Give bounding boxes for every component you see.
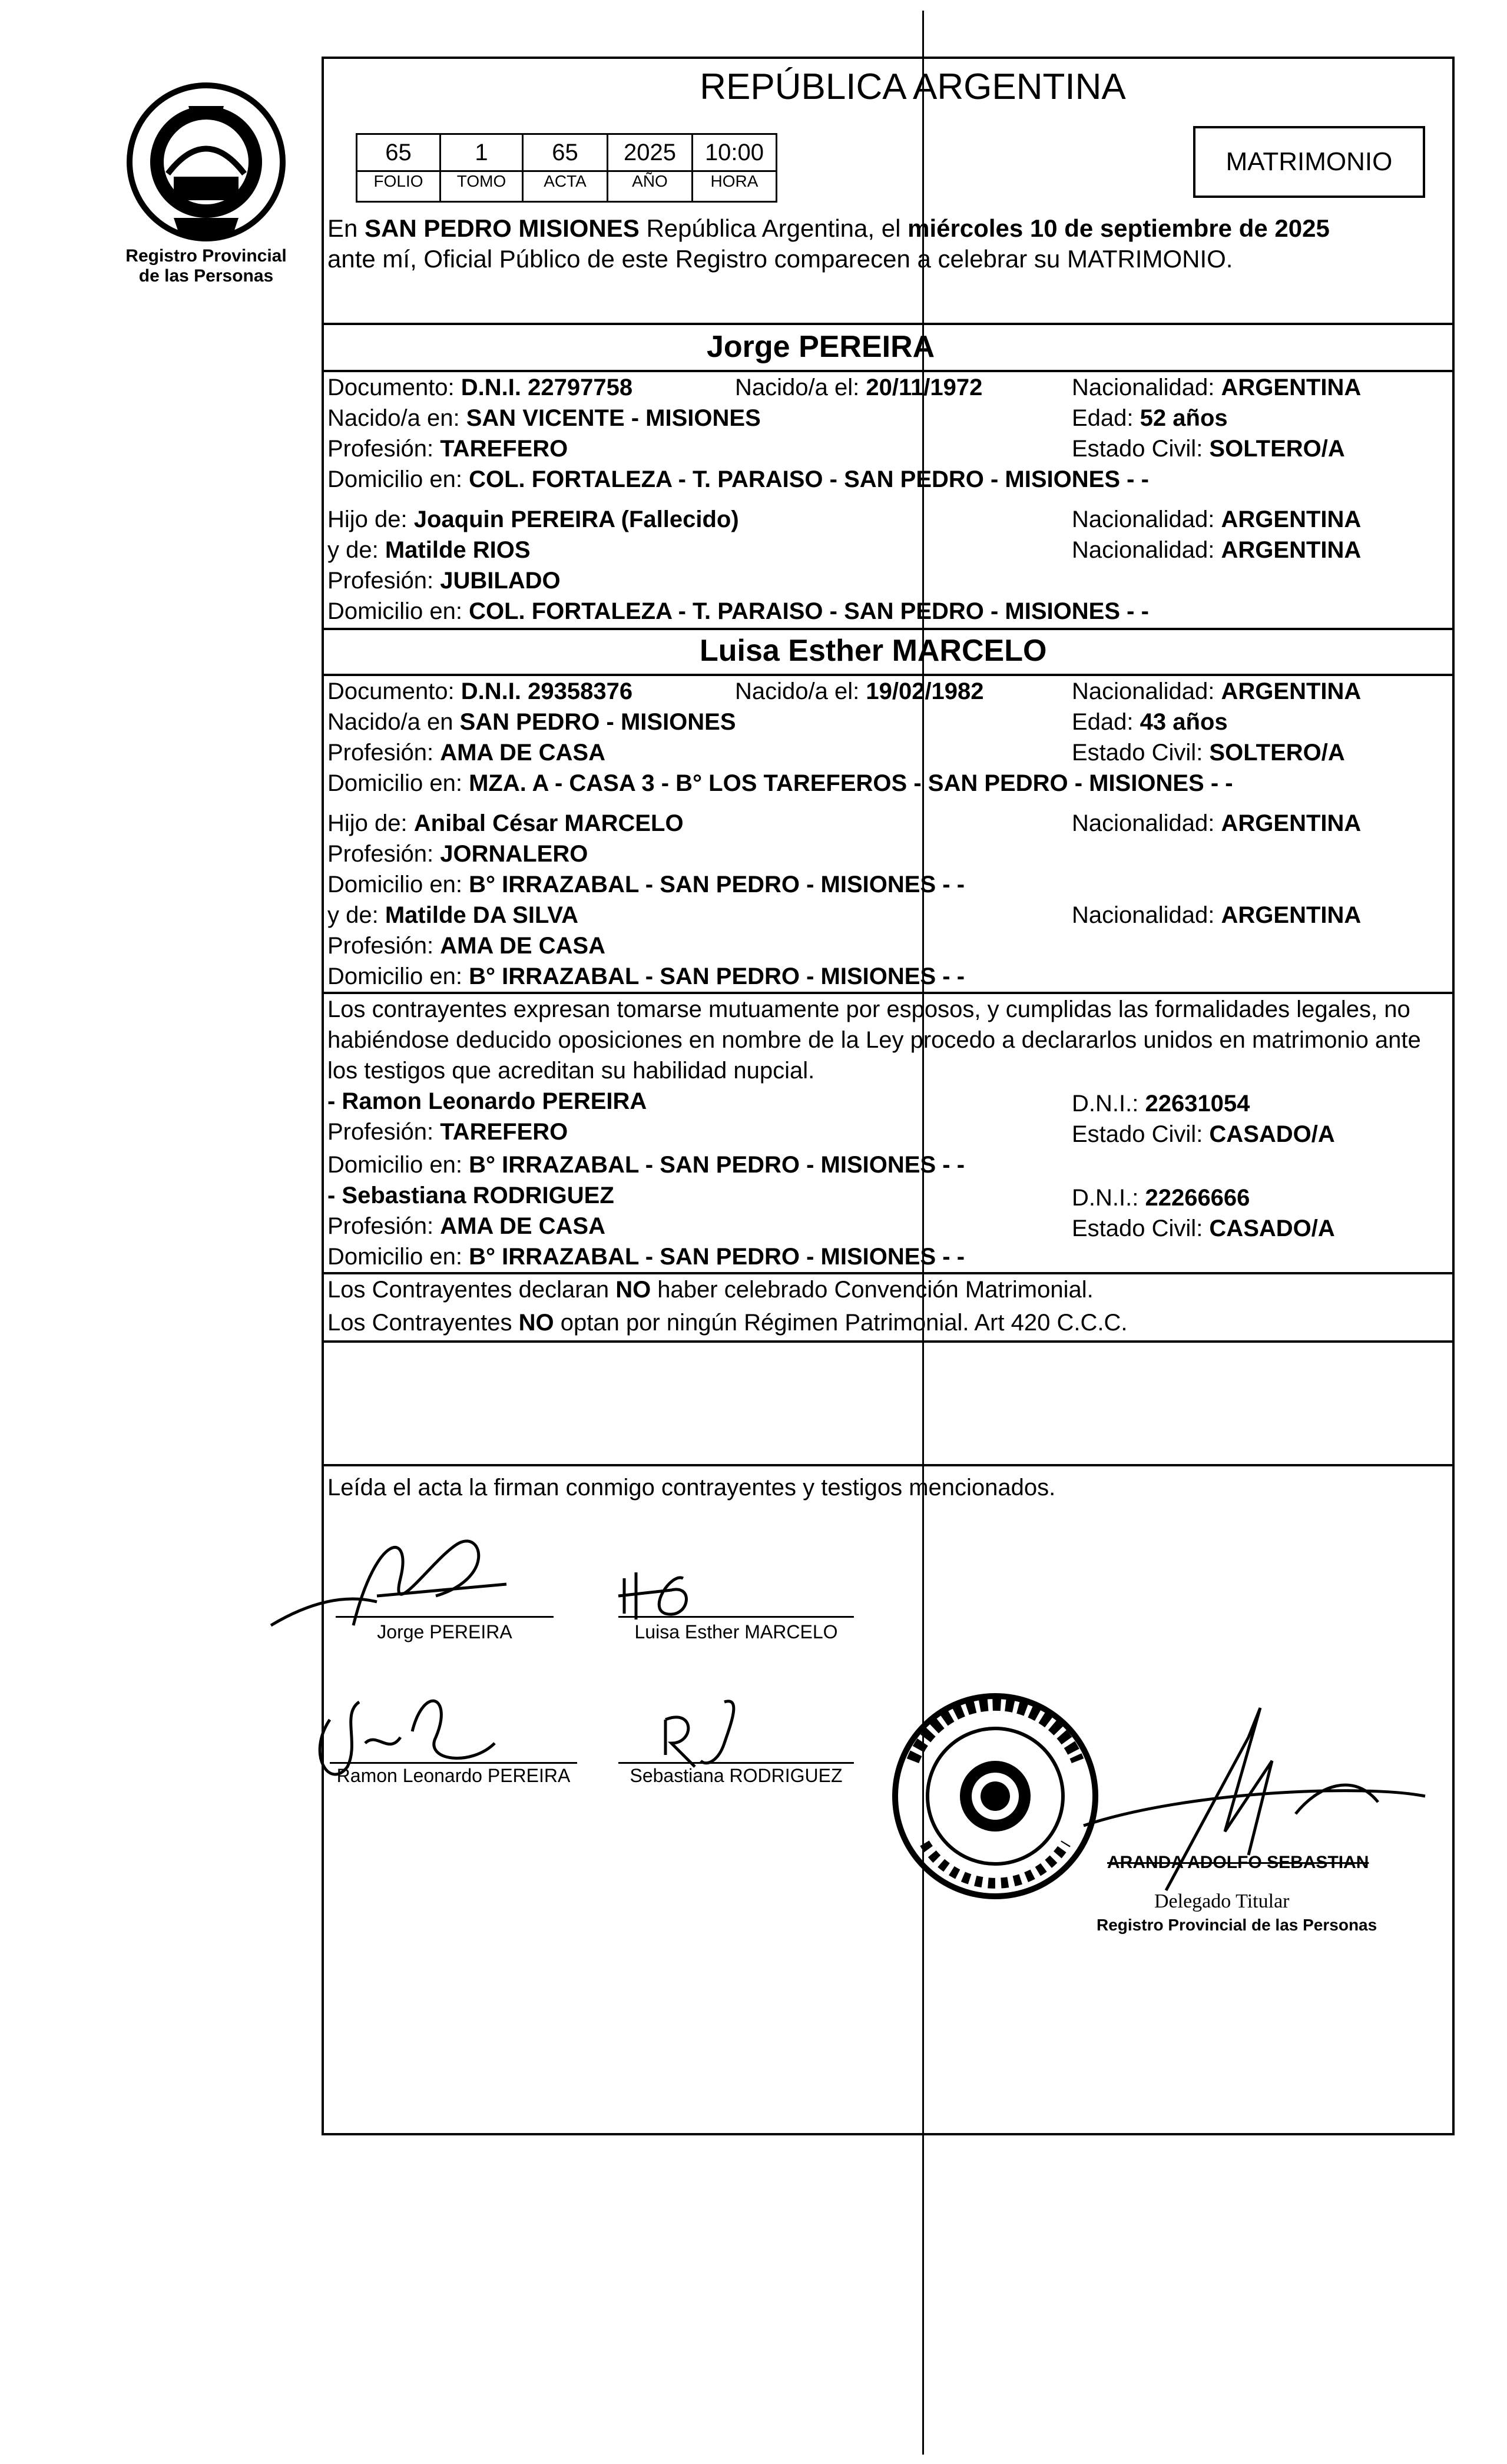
groom-prof-label: Profesión: [327,436,440,462]
groom-doc [327,372,632,403]
record-folio [356,133,441,203]
groom-doc-label: Documento: [327,375,461,400]
declaration-line3: los testigos que acreditan su habilidad nupcial. [327,1058,815,1084]
declaration-line1: Los contrayentes expresan tomarse mutuamente por esposos, y cumplidas las formalidades legales, no [327,996,1410,1022]
doc-type-box [1193,126,1425,198]
logo-caption-line2: de las Personas [138,266,274,286]
witness2-civil-label: Estado Civil: [1072,1216,1210,1241]
groom-name-last: PEREIRA [799,330,935,364]
logo-caption-line1: Registro Provincial [125,246,287,266]
bride-father-addr [327,869,965,900]
bride-father-prof-label: Profesión: [327,841,440,867]
record-tomo-value: 1 [475,140,488,165]
record-folio-caption: FOLIO [357,170,439,191]
record-acta [522,133,608,203]
bride-signature-name: Luisa Esther MARCELO [634,1621,838,1642]
bride-mother [327,900,578,930]
record-hora-caption: HORA [693,170,776,191]
groom-born [735,372,982,403]
bride-doc-label: Documento: [327,678,461,704]
groom-parents-prof [327,565,561,596]
bride-signature-line [618,1616,854,1618]
groom-signature-name: Jorge PEREIRA [377,1621,512,1642]
groom-father-nat-value: ARGENTINA [1221,506,1362,532]
regime-l1a: Los Contrayentes declaran [327,1277,616,1303]
groom-age-label: Edad: [1072,405,1140,431]
bride-born-label: Nacido/a el: [735,678,866,704]
witness2-signature [665,1701,734,1767]
witness2-prof [327,1211,605,1241]
groom-mother-nat-label: Nacionalidad: [1072,537,1221,563]
bride-nat-label: Nacionalidad: [1072,678,1221,704]
closing-text: Leída el acta la firman conmigo contrayentes y testigos mencionados. [327,1475,1056,1501]
groom-signature-line [336,1616,554,1618]
witness2-addr-value: B° IRRAZABAL - SAN PEDRO - MISIONES - - [469,1244,965,1270]
witness1-dni-value: 22631054 [1145,1091,1250,1117]
groom-prof-value: TAREFERO [440,436,568,462]
bride-mother-prof [327,930,605,961]
country-title: REPÚBLICA ARGENTINA [700,67,1126,107]
regime-line1 [327,1274,1094,1305]
bride-father-nat [1072,808,1361,839]
bride-father-prof [327,839,588,869]
bride-father-nat-label: Nacionalidad: [1072,810,1221,836]
bride-birthplace [327,707,736,737]
rule-bride-top [322,628,1455,630]
witness1-addr-label: Domicilio en: [327,1152,469,1178]
groom-father-value: Joaquin PEREIRA (Fallecido) [413,506,739,532]
groom-doc-value: D.N.I. 22797758 [461,375,633,400]
rule-regime-bottom [322,1340,1455,1343]
groom-parents-prof-value: JUBILADO [440,568,561,594]
bride-father-prof-value: JORNALERO [440,841,588,867]
witness1-prof [327,1117,568,1147]
groom-signature [271,1541,506,1625]
witness1-name: - Ramon Leonardo PEREIRA [327,1088,647,1114]
intro-p2: República Argentina, el [639,214,908,242]
bride-birthplace-value: SAN PEDRO - MISIONES [459,709,736,735]
bride-mother-nat-value: ARGENTINA [1221,902,1362,928]
groom-addr [327,464,1149,495]
witness2-prof-label: Profesión: [327,1213,440,1239]
witness1-addr [327,1150,965,1180]
witness1-civil-label: Estado Civil: [1072,1121,1210,1147]
groom-father-nat-label: Nacionalidad: [1072,506,1221,532]
witness2-name: - Sebastiana RODRIGUEZ [327,1183,614,1208]
groom-civil-value: SOLTERO/A [1209,436,1345,462]
groom-parents-addr [327,596,1149,627]
witness2-addr [327,1241,965,1272]
bride-signature [618,1572,686,1620]
official-title: Delegado Titular [1154,1890,1290,1912]
witness1-signature-name: Ramon Leonardo PEREIRA [336,1765,571,1786]
regime-line2 [327,1307,1128,1338]
bride-addr-value: MZA. A - CASA 3 - B° LOS TAREFEROS - SAN PEDRO - MISIONES - - [469,770,1233,796]
record-table [356,133,777,203]
official-name: ARANDA ADOLFO SEBASTIAN [1107,1853,1369,1872]
record-ano-caption: AÑO [608,170,691,191]
bride-mother-addr [327,961,965,992]
groom-parents-addr-value: COL. FORTALEZA - T. PARAISO - SAN PEDRO - MISIONES - - [469,598,1149,624]
witness1-signature-line [330,1762,577,1764]
witness1-dni-label: D.N.I.: [1072,1091,1145,1117]
groom-mother [327,535,531,565]
witness2-civil [1072,1213,1335,1244]
groom-civil [1072,433,1345,464]
groom-civil-label: Estado Civil: [1072,436,1210,462]
groom-born-label: Nacido/a el: [735,375,866,400]
witness1-prof-label: Profesión: [327,1119,440,1145]
provincial-logo [118,71,294,253]
witness2-signature-name: Sebastiana RODRIGUEZ [630,1765,843,1786]
bride-civil [1072,737,1345,768]
bride-civil-label: Estado Civil: [1072,740,1210,766]
bride-father [327,808,684,839]
bride-father-addr-value: B° IRRAZABAL - SAN PEDRO - MISIONES - - [469,872,965,897]
regime-l2c: optan por ningún Régimen Patrimonial. Art 420 C.C.C. [554,1310,1128,1336]
record-folio-value: 65 [385,140,412,165]
witness2-civil-value: CASADO/A [1209,1216,1335,1241]
groom-birthplace [327,403,761,433]
bride-name-last: MARCELO [892,634,1047,668]
bride-father-label: Hijo de: [327,810,414,836]
bride-age-value: 43 años [1140,709,1228,735]
bride-mother-addr-label: Domicilio en: [327,963,469,989]
bride-mother-prof-value: AMA DE CASA [440,933,605,959]
record-acta-value: 65 [552,140,578,165]
record-hora [691,133,777,203]
bride-addr [327,768,1233,799]
witness2-dni-label: D.N.I.: [1072,1185,1145,1211]
intro-line2: ante mí, Oficial Público de este Registro comparecen a celebrar su MATRIMONIO. [327,245,1233,273]
groom-nat-value: ARGENTINA [1221,375,1362,400]
bride-mother-label: y de: [327,902,385,928]
bride-name [700,632,1046,669]
bride-mother-prof-label: Profesión: [327,933,440,959]
bride-prof [327,737,605,768]
groom-mother-nat [1072,535,1361,565]
record-hora-value: 10:00 [704,140,764,165]
rule-closing-top [322,1464,1455,1466]
record-acta-caption: ACTA [524,170,607,191]
groom-addr-value: COL. FORTALEZA - T. PARAISO - SAN PEDRO - MISIONES - - [469,466,1149,492]
bride-addr-label: Domicilio en: [327,770,469,796]
record-ano [607,133,693,203]
official-office: Registro Provincial de las Personas [1097,1916,1377,1934]
declaration-line2: habiéndose deducido oposiciones en nombre de la Ley procedo a declararlos unidos en matrimonio ante [327,1027,1421,1053]
record-tomo [439,133,524,203]
groom-father [327,504,739,535]
intro-line1 [327,213,1330,244]
bride-name-first: Luisa Esther [700,634,892,668]
groom-name [707,329,935,365]
witness2-addr-label: Domicilio en: [327,1244,469,1270]
bride-doc [327,676,632,707]
signatures-layer [259,1508,907,1802]
groom-age-value: 52 años [1140,405,1228,431]
bride-mother-addr-value: B° IRRAZABAL - SAN PEDRO - MISIONES - - [469,963,965,989]
record-tomo-caption: TOMO [441,170,522,191]
bride-civil-value: SOLTERO/A [1209,740,1345,766]
witness1-civil [1072,1119,1335,1150]
witness2-dni [1072,1183,1250,1213]
groom-father-nat [1072,504,1361,535]
witness1-civil-value: CASADO/A [1209,1121,1335,1147]
groom-addr-label: Domicilio en: [327,466,469,492]
intro-place: SAN PEDRO MISIONES [365,214,640,242]
witness2-prof-value: AMA DE CASA [440,1213,605,1239]
witness1-dni [1072,1088,1250,1119]
witness1-addr-value: B° IRRAZABAL - SAN PEDRO - MISIONES - - [469,1152,965,1178]
bride-prof-label: Profesión: [327,740,440,766]
witness2-dni-value: 22266666 [1145,1185,1250,1211]
groom-mother-value: Matilde RIOS [385,537,531,563]
groom-mother-nat-value: ARGENTINA [1221,537,1362,563]
regime-l1c: haber celebrado Convención Matrimonial. [651,1277,1094,1303]
bride-nat-value: ARGENTINA [1221,678,1362,704]
bride-father-nat-value: ARGENTINA [1221,810,1362,836]
groom-parents-addr-label: Domicilio en: [327,598,469,624]
intro-date: miércoles 10 de septiembre de 2025 [907,214,1330,242]
bride-born [735,676,984,707]
bride-nat [1072,676,1361,707]
bride-born-value: 19/02/1982 [866,678,984,704]
rule-groom-top [322,323,1455,325]
groom-father-label: Hijo de: [327,506,414,532]
doc-type: MATRIMONIO [1226,147,1393,176]
record-ano-value: 2025 [624,140,676,165]
bride-mother-value: Matilde DA SILVA [385,902,579,928]
groom-name-first: Jorge [707,330,799,364]
intro-p1: En [327,214,365,242]
witness2-signature-line [618,1762,854,1764]
bride-mother-nat [1072,900,1361,930]
regime-l1b: NO [615,1277,651,1303]
groom-birthplace-value: SAN VICENTE - MISIONES [466,405,761,431]
bride-father-value: Anibal César MARCELO [413,810,684,836]
bride-father-addr-label: Domicilio en: [327,872,469,897]
regime-l2a: Los Contrayentes [327,1310,519,1336]
official-seal [889,1690,1101,1902]
bride-mother-nat-label: Nacionalidad: [1072,902,1221,928]
bride-prof-value: AMA DE CASA [440,740,605,766]
groom-nat-label: Nacionalidad: [1072,375,1221,400]
groom-mother-label: y de: [327,537,385,563]
bride-doc-value: D.N.I. 29358376 [461,678,633,704]
groom-age [1072,403,1228,433]
bride-birthplace-label: Nacido/a en [327,709,460,735]
bride-age-label: Edad: [1072,709,1140,735]
groom-birthplace-label: Nacido/a en: [327,405,466,431]
groom-prof [327,433,568,464]
regime-l2b: NO [518,1310,554,1336]
bride-age [1072,707,1228,737]
witness1-prof-value: TAREFERO [440,1119,568,1145]
groom-parents-prof-label: Profesión: [327,568,440,594]
groom-born-value: 20/11/1972 [866,375,983,400]
groom-nat [1072,372,1361,403]
